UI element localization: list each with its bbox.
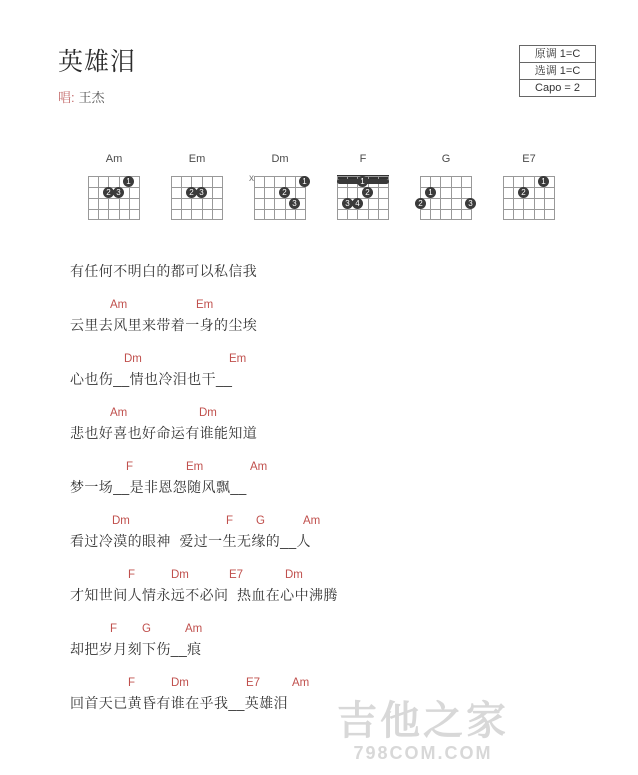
lyric-text: 看过冷漠的眼神 爱过一生无缘的__人 — [70, 533, 311, 549]
selected-key: 选调 1=C — [520, 63, 595, 80]
chord-label: Am — [250, 461, 268, 473]
chord-label: Dm — [199, 407, 217, 419]
chord-label: F — [110, 623, 118, 635]
lyric-line — [0, 569, 638, 623]
singer-line — [58, 87, 105, 106]
lyric-line — [0, 461, 638, 515]
capo-value: Capo = 2 — [535, 82, 580, 94]
chord-label: Em — [229, 353, 247, 365]
chord-diagram-dm — [246, 152, 314, 222]
key-info-box — [519, 45, 596, 97]
chord-name: E7 — [522, 153, 536, 165]
chord-diagram-em — [163, 152, 231, 222]
chord-grid: 1 2 3 — [412, 166, 480, 222]
chord-grid: x 1 2 3 — [246, 166, 314, 222]
lyric-line — [0, 677, 638, 731]
chord-name: Am — [105, 153, 123, 165]
chord-label: Dm — [112, 515, 130, 527]
watermark-main-text: 吉他之家 — [337, 699, 509, 743]
chord-row — [0, 623, 638, 639]
singer-name: 王杰 — [78, 90, 105, 105]
chord-grid: 3 2 — [163, 166, 231, 222]
chord-label: Em — [186, 461, 204, 473]
chord-label: E7 — [229, 569, 244, 581]
chord-label: Am — [185, 623, 203, 635]
lyrics-block — [0, 245, 638, 731]
lyric-line — [0, 515, 638, 569]
lyric-text: 回首天已黄昏有谁在乎我__英雄泪 — [70, 695, 288, 711]
mute-marker-icon: x — [249, 173, 254, 184]
chord-label: F — [128, 569, 136, 581]
chord-row — [0, 569, 638, 585]
chord-row — [0, 299, 638, 315]
watermark-sub-text: 798COM.COM — [353, 743, 493, 763]
original-key: 原调 1=C — [520, 46, 595, 63]
chord-label: F — [226, 515, 234, 527]
lyric-line — [0, 353, 638, 407]
chord-label: Em — [196, 299, 214, 311]
chord-label: E7 — [246, 677, 261, 689]
chord-label: Dm — [285, 569, 303, 581]
chord-label: Am — [303, 515, 321, 527]
chord-label: G — [256, 515, 265, 527]
chord-row — [0, 461, 638, 477]
chord-label: Am — [110, 299, 128, 311]
chord-grid: 1 3 2 — [80, 166, 148, 222]
chord-label: F — [128, 677, 136, 689]
lyric-line — [0, 407, 638, 461]
chord-row — [0, 515, 638, 531]
chord-name: Em — [188, 153, 206, 165]
chord-row — [0, 677, 638, 693]
chord-name: F — [359, 153, 367, 165]
lyric-text: 心也伤__情也冷泪也干__ — [70, 371, 233, 387]
lyric-text: 云里去风里来带着一身的尘埃 — [70, 317, 258, 333]
page-title: 英雄泪 — [58, 48, 137, 76]
chord-grid: 1 2 3 4 — [329, 166, 397, 222]
lyric-line — [0, 245, 638, 299]
chord-diagram-g — [412, 152, 480, 222]
chord-row — [0, 407, 638, 423]
lyric-text: 有任何不明白的都可以私信我 — [70, 263, 258, 279]
singer-label: 唱: — [58, 90, 75, 105]
chord-label: Am — [292, 677, 310, 689]
chord-label: Am — [110, 407, 128, 419]
lyric-line — [0, 623, 638, 677]
chord-label: Dm — [171, 569, 189, 581]
chord-row — [0, 353, 638, 369]
chord-diagram-am — [80, 152, 148, 222]
chord-diagram-row — [60, 152, 580, 232]
chord-label: Dm — [171, 677, 189, 689]
chord-label: G — [142, 623, 151, 635]
chord-label: F — [126, 461, 134, 473]
lyric-text: 梦一场__是非恩怨随风飘__ — [70, 479, 247, 495]
lyric-text: 却把岁月刻下伤__痕 — [70, 641, 202, 657]
chord-diagram-f — [329, 152, 397, 222]
chord-row — [0, 245, 638, 261]
lyric-line — [0, 299, 638, 353]
chord-diagram-e7 — [495, 152, 563, 222]
lyric-text: 悲也好喜也好命运有谁能知道 — [70, 425, 258, 441]
chord-name: Dm — [271, 153, 289, 165]
chord-grid: 1 2 — [495, 166, 563, 222]
chord-name: G — [441, 153, 451, 165]
lyric-text: 才知世间人情永远不必问 热血在心中沸腾 — [70, 587, 338, 603]
chord-label: Dm — [124, 353, 142, 365]
